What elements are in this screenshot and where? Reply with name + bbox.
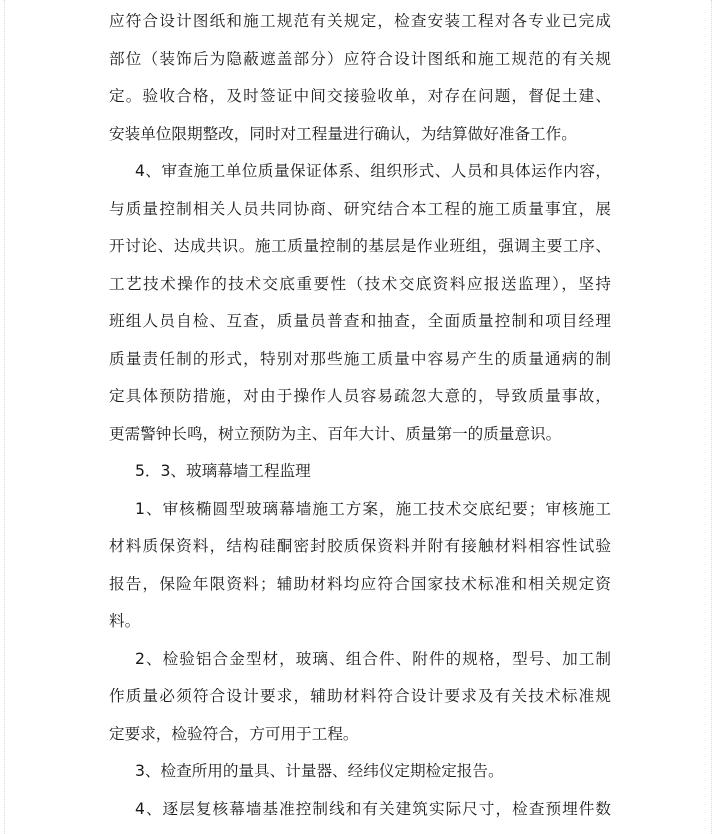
text-line: 5．3、玻璃幕墙工程监理 xyxy=(135,462,311,480)
text-line: 报告，保险年限资料；辅助材料均应符合国家技术标准和相关规定资 xyxy=(109,574,611,593)
text-line: 4、审查施工单位质量保证体系、组织形式、人员和具体运作内容， xyxy=(135,162,611,180)
text-line: 部位（装饰后为隐蔽遮盖部分）应符合设计图纸和施工规范的有关规 xyxy=(109,49,611,68)
text-line: 开讨论、达成共识。施工质量控制的基层是作业班组，强调主要工序、 xyxy=(109,237,611,255)
text-line: 2、检验铝合金型材，玻璃、组合件、附件的规格，型号、加工制 xyxy=(135,649,611,668)
text-line: 定具体预防措施，对由于操作人员容易疏忽大意的，导致质量事故， xyxy=(109,387,611,405)
page-margin-guide-right xyxy=(711,0,713,834)
text-line: 定。验收合格，及时签证中间交接验收单，对存在问题，督促土建、 xyxy=(109,87,611,105)
text-line: 质量责任制的形式，特别对那些施工质量中容易产生的质量通病的制 xyxy=(109,349,611,368)
document-body xyxy=(109,3,611,828)
text-line: 应符合设计图纸和施工规范有关规定，检查安装工程对各专业已完成 xyxy=(109,12,611,30)
text-line: 安装单位限期整改，同时对工程量进行确认，为结算做好准备工作。 xyxy=(109,124,577,143)
text-line: 班组人员自检、互查，质量员普查和抽查，全面质量控制和项目经理 xyxy=(109,312,611,330)
page-margin-guide-left xyxy=(4,0,6,834)
text-line: 与质量控制相关人员共同协商、研究结合本工程的施工质量事宜，展 xyxy=(109,199,611,218)
text-line: 料。 xyxy=(109,612,141,630)
text-line: 3、检查所用的量具、计量器、经纬仪定期检定报告。 xyxy=(135,762,504,780)
text-line: 4、逐层复核幕墙基准控制线和有关建筑实际尺寸，检查预埋件数 xyxy=(135,799,611,818)
text-line: 更需警钟长鸣，树立预防为主、百年大计、质量第一的质量意识。 xyxy=(109,424,562,443)
text-line: 作质量必须符合设计要求，辅助材料符合设计要求及有关技术标准规 xyxy=(109,687,611,705)
text-line: 工艺技术操作的技术交底重要性（技术交底资料应报送监理），坚持 xyxy=(109,274,611,293)
text-line: 材料质保资料，结构硅酮密封胶质保资料并附有接触材料相容性试验 xyxy=(109,537,611,555)
text-line: 定要求，检验符合，方可用于工程。 xyxy=(109,724,359,743)
text-line: 1、审核椭圆型玻璃幕墙施工方案，施工技术交底纪要；审核施工 xyxy=(135,499,611,518)
